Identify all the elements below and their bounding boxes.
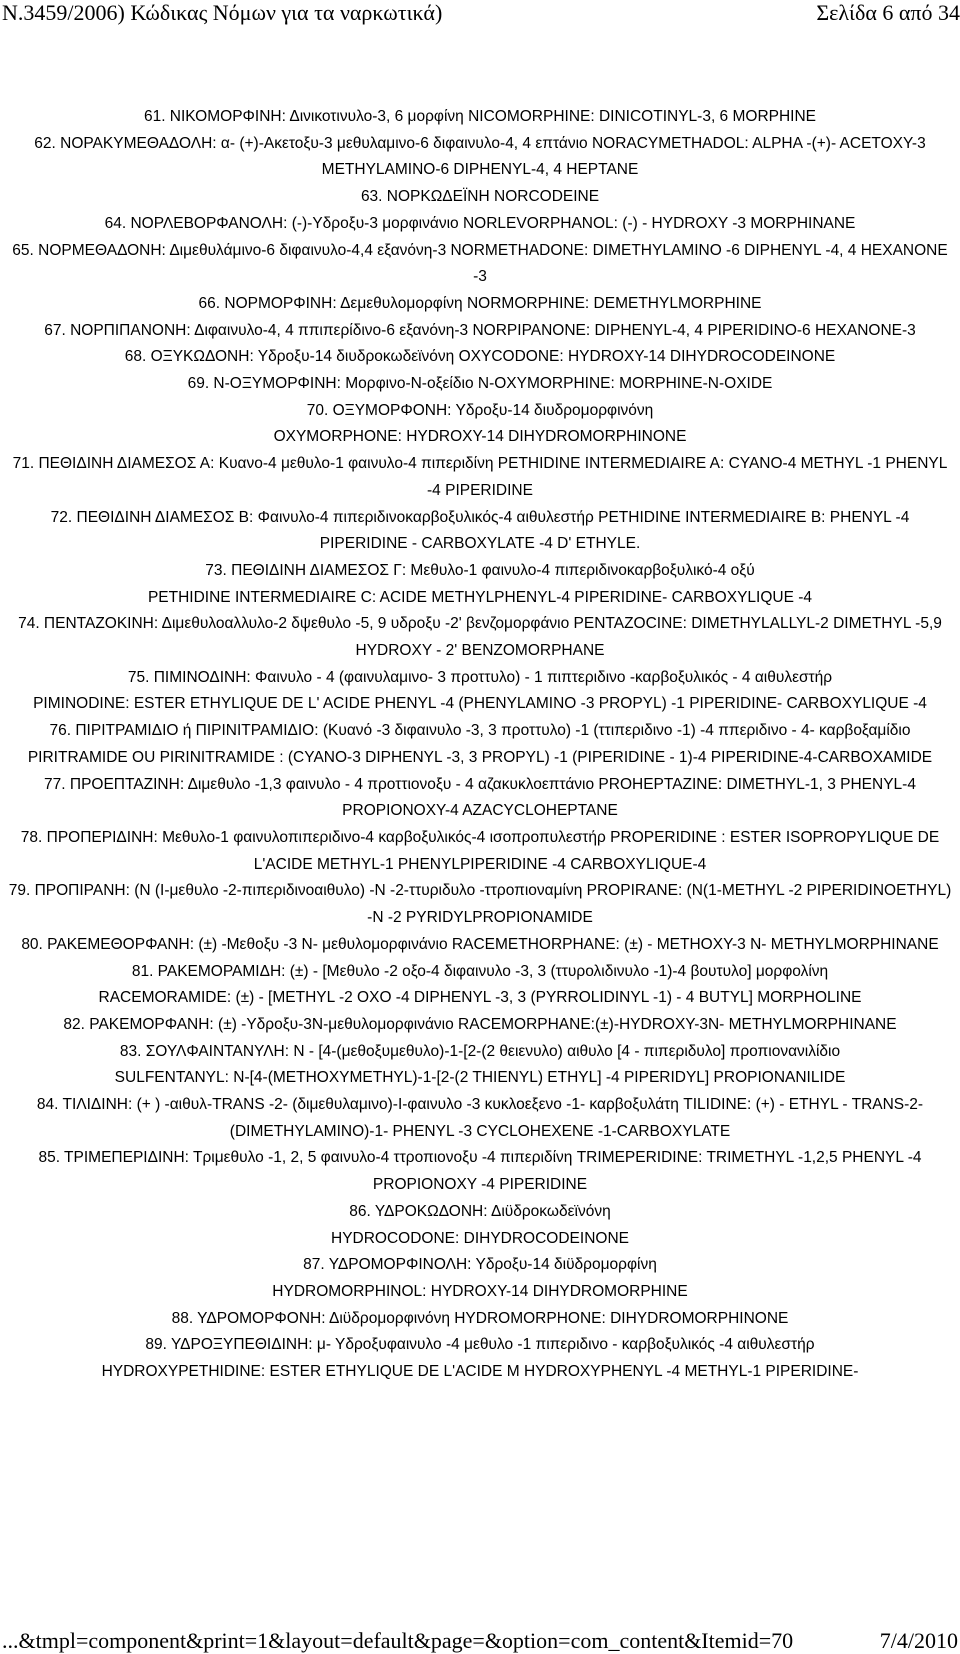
print-date: 7/4/2010 bbox=[879, 1628, 958, 1653]
list-item: 62. ΝΟΡΑΚΥΜΕΘΑΔΟΛΗ: α- (+)-Ακετοξυ-3 μεθυλαμινο-6 διφαινυλο-4, 4 επτάνιο NORACYMETHADOL: ALPHA -(+)- ACETOXY-3 METHYLAMINO-6 DIPHENYL-4, 4 HEPTANE bbox=[34, 134, 926, 179]
list-item: 86. ΥΔΡΟΚΩΔΟΝΗ: Διϋδροκωδεϊνόνη HYDROCODONE: DIHYDROCODEINONE bbox=[331, 1202, 629, 1247]
list-item: 75. ΠΙΜΙΝΟΔΙΝΗ: Φαινυλο - 4 (φαινυλαμινο- 3 προττυλο) - 1 πιπτεριδινο -καρβοξυλικός - 4 αιθυλεστήρ PIMINODINE: ESTER ETHYLIQUE DE L' ACIDE PHENYL -4 (PHENYLAMINO -3 PROPYL) -1 PIPERIDINE- CARBOXYLIQUE -4 bbox=[33, 668, 927, 713]
list-item: 76. ΠΙΡΙΤΡΑΜΙΔΙΟ ή ΠΙΡΙΝΙΤΡΑΜΙΔΙΟ: (Κυανό -3 διφαινυλο -3, 3 προττυλο) -1 (ττιπεριδινο -1) -4 ππεριδινο - 4- καρβοξαμίδιο PIRITRAMIDE OU PIRINITRAMIDE : (CYANO-3 DIPHENYL -3, 3 PROPYL) -1 (PIPERIDINE - 1)-4 PIPERIDINE-4-CARBOXAMIDE bbox=[27, 722, 933, 766]
page-header bbox=[0, 0, 960, 30]
list-item: 77. ΠΡΟΕΠΤΑΖΙΝΗ: Διμεθυλο -1,3 φαινυλο - 4 προττιονοξυ - 4 αζακυκλοεπτάνιο PROHEPTAZINE: DIMETHYL-1, 3 PHENYL-4 PROPIONOXY-4 AZACYCLOHEPTANE bbox=[44, 775, 916, 820]
list-item: 87. ΥΔΡΟΜΟΡΦΙΝΟΛΗ: Υδροξυ-14 διϋδρομορφίνη HYDROMORPHINOL: HYDROXY-14 DIHYDROMORPHINE bbox=[272, 1256, 688, 1300]
list-item: 81. ΡΑΚΕΜΟΡΑΜΙΔΗ: (±) - [Μεθυλο -2 οξο-4 διφαινυλο -3, 3 (ττυρολιδινυλο -1)-4 βουτυλο] μορφολίνη RACEMORAMIDE: (±) - [METHYL -2 OXO -4 DIPHENYL -3, 3 (PYRROLIDINYL -1) - 4 BUTYL] MORPHOLINE bbox=[98, 962, 862, 1007]
list-item: 85. ΤΡΙΜΕΠΕΡΙΔΙΝΗ: Τριμεθυλο -1, 2, 5 φαινυλο-4 ττροπιονοξυ -4 πιπεριδίνη TRIMEPERIDINE: TRIMETHYL -1,2,5 PHENYL -4 PROPIONOXY -4 PIPERIDINE bbox=[38, 1149, 922, 1194]
list-item: 67. ΝΟΡΠΙΠΑΝΟΝΗ: Διφαινυλο-4, 4 ππιπερίδινο-6 εξανόνη-3 NORPIPANONE: DIPHENYL-4, 4 PIPERIDINO-6 HEXANONE-3 bbox=[44, 321, 916, 339]
document-title: N.3459/2006) Κώδικας Νόμων για τα ναρκωτικά) bbox=[2, 0, 443, 25]
list-item: 80. ΡΑΚΕΜΕΘΟΡΦΑΝΗ: (±) -Μεθοξυ -3 Ν- μεθυλομορφινάνιο RACEMETHORPHANE: (±) - METHOXY-3 N- METHYLMORPHINANE bbox=[21, 935, 939, 953]
list-item: 71. ΠΕΘΙΔΙΝΗ ΔΙΑΜΕΣΟΣ Α: Κυανο-4 μεθυλο-1 φαινυλο-4 πιπεριδίνη PETHIDINE INTERMEDIAIRE A: CYANO-4 METHYL -1 PHENYL -4 PIPERIDINE bbox=[12, 455, 948, 499]
list-item: 88. ΥΔΡΟΜΟΡΦΟΝΗ: Διϋδρομορφινόνη HYDROMORPHONE: DIHYDROMORPHINONE bbox=[171, 1309, 789, 1327]
list-item: 83. ΣΟΥΛΦΑΙΝΤΑΝΥΛΗ: Ν - [4-(μεθοξυμεθυλο)-1-[2-(2 θειενυλο) αιθυλο [4 - πιπεριδυλο] προπιονανιλίδιο SULFENTANYL: N-[4-(METHOXYMETHYL)-1-[2-(2 THIENYL) ETHYL] -4 PIPERIDYL] PROPIONANILIDE bbox=[114, 1042, 846, 1087]
list-item: 66. ΝΟΡΜΟΡΦΙΝΗ: Δεμεθυλομορφίνη NORMORPHINE: DEMETHYLMORPHINE bbox=[198, 294, 762, 312]
list-item: 70. ΟΞΥΜΟΡΦΟΝΗ: Υδροξυ-14 διυδρομορφινόνη OXYMORPHONE: HYDROXY-14 DIHYDROMORPHINONE bbox=[273, 401, 687, 446]
list-item: 73. ΠΕΘΙΔΙΝΗ ΔΙΑΜΕΣΟΣ Γ: Μεθυλο-1 φαινυλο-4 πιπεριδινοκαρβοξυλικό-4 οξύ PETHIDINE INTERMEDIAIRE C: ACIDE METHYLPHENYL-4 PIPERIDINE- CARBOXYLIQUE -4 bbox=[147, 561, 813, 606]
list-item: 69. N-ΟΞΥΜΟΡΦΙΝΗ: Μορφινο-N-οξείδιο N-OXYMORPHINE: MORPHINE-N-OXIDE bbox=[187, 375, 773, 393]
page-number: Σελίδα 6 από 34 bbox=[816, 0, 960, 25]
list-item: 68. ΟΞΥΚΩΔΟΝΗ: Υδροξυ-14 διυδροκωδεϊνόνη OXYCODONE: HYDROXY-14 DIHYDROCODEINONE bbox=[124, 348, 836, 366]
list-item: 89. ΥΔΡΟΞΥΠΕΘΙΔΙΝΗ: μ- Υδροξυφαινυλο -4 μεθυλο -1 πιπεριδινο - καρβοξυλικός -4 αιθυλεστήρ HYDROXYPETHIDINE: ESTER ETHYLIQUE DE L'ACIDE M HYDROXYPHENYL -4 METHYL-1 PIPERIDINE- bbox=[101, 1336, 859, 1381]
list-item: 72. ΠΕΘΙΔΙΝΗ ΔΙΑΜΕΣΟΣ Β: Φαινυλο-4 πιπεριδινοκαρβοξυλικός-4 αιθυλεστήρ PETHIDINE INTERMEDIAIRE B: PHENYL -4 PIPERIDINE - CARBOXYLATE -4 D' ETHYLE. bbox=[50, 508, 910, 553]
list-item: 63. ΝΟΡΚΩΔΕΪΝΗ NORCODEINE bbox=[360, 188, 600, 206]
list-item: 65. ΝΟΡΜΕΘΑΔΟΝΗ: Διμεθυλάμινο-6 διφαινυλο-4,4 εξανόνη-3 NORMETHADONE: DIMETHYLAMINO -6 DIPHENYL -4, 4 HEXANONE -3 bbox=[12, 241, 948, 286]
list-item: 74. ΠΕΝΤΑΖΟΚΙΝΗ: Διμεθυλοαλλυλο-2 δψεθυλο -5, 9 υδροξυ -2' βενζομορφάνιο PENTAZOCINE: DIMETHYLALLYL-2 DIMETHYL -5,9 HYDROXY - 2' BENZOMORPHANE bbox=[18, 615, 942, 660]
list-item: 79. ΠΡΟΠΙΡΑΝΗ: (Ν (Ι-μεθυλο -2-πιπεριδινοαιθυλο) -Ν -2-ττυριδυλο -ττροπιοναμίνη PROPIRANE: (N(1-METHYL -2 PIPERIDINOETHYL) -N -2 PYRIDYLPROPIONAMIDE bbox=[8, 882, 952, 927]
list-item: 78. ΠΡΟΠΕΡΙΔΙΝΗ: Μεθυλο-1 φαινυλοπιπεριδινο-4 καρβοξυλικός-4 ισοπροπυλεστήρ PROPERIDINE : ESTER ISOPROPYLIQUE DE L'ACIDE METHYL-1 PHENYLPIPERIDINE -4 CARBOXYLIQUE-4 bbox=[20, 828, 940, 873]
source-url: ...&tmpl=component&print=1&layout=default&page=&option=com_content&Itemid=70 bbox=[2, 1628, 794, 1653]
list-item: 82. ΡΑΚΕΜΟΡΦΑΝΗ: (±) -Υδροξυ-3Ν-μεθυλομορφινάνιο RACEMORPHANE:(±)-HYDROXY-3N- METHYLMORPHINANE bbox=[63, 1015, 897, 1033]
document-body bbox=[0, 104, 960, 1386]
list-item: 64. ΝΟΡΛΕΒΟΡΦΑΝΟΛΗ: (-)-Υδροξυ-3 μορφινάνιο NORLEVORPHANOL: (-) - HYDROXY -3 MORPHINANE bbox=[104, 214, 856, 232]
list-item: 61. ΝΙΚΟΜΟΡΦΙΝΗ: Δινικοτινυλο-3, 6 μορφίνη NICOMORPHINE: DINICOTINYL-3, 6 MORPHINE bbox=[143, 108, 817, 125]
list-item: 84. ΤΙΛΙΔΙΝΗ: (+ ) -αιθυλ-TRANS -2- (διμεθυλαμινο)-Ι-φαινυλο -3 κυκλοεξενο -1- καρβοξυλάτη TILIDINE: (+) - ETHYL - TRANS-2-(DIMETHYLAMINO)-1- PHENYL -3 CYCLOHEXENE -1-CARBOXYLATE bbox=[36, 1096, 924, 1140]
page-footer bbox=[0, 1624, 960, 1654]
